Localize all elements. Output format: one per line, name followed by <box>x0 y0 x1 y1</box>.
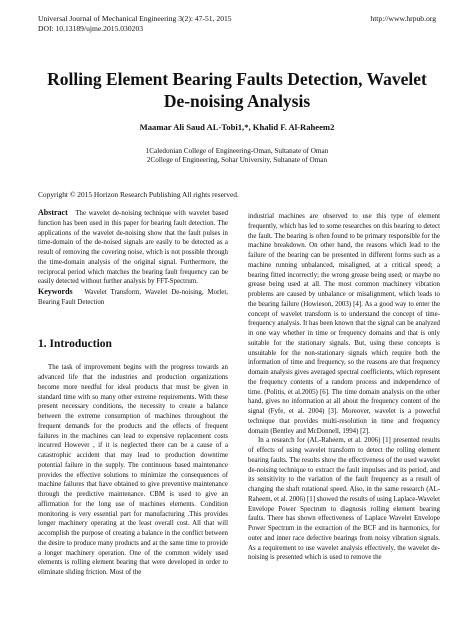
keywords-text: Wavelet Transform, Wavelet De-noising, Morlet, Bearing Fault Detection <box>38 289 229 306</box>
abstract <box>38 208 228 287</box>
journal-name: Universal Journal of Mechanical Engineering 3(2): 47-51, 2015 <box>38 14 232 23</box>
section-heading: 1. Introduction <box>38 337 112 350</box>
journal-citation <box>38 14 232 33</box>
abstract-label: Abstract <box>38 208 68 217</box>
title-line-2: De-noising Analysis <box>163 91 311 111</box>
keywords <box>38 287 228 308</box>
intro-paragraph-1: The task of improvement begins with the progress towards an advanced life that the industries and production organizations become more needful for ideal products that must be given in standard time with so many other extreme requirements. With these present necessary conditions, the necessity to create a balance between the extreme consumption of machines throughout the frequent demands for the products and the effects of frequent failures in the machines can lead to expensive replacement costs incurred However , if it is neglected there can be a cause of a catastrophic accident that may lead to production downtime potential failure in the supply. The continuous based maintenance provides the effective solutions to minimize the consequences of machine failures that have obtained to give preventive maintenance through the predictive maintenance. CBM is used to give an affirmation for the long use of machines elements. Condition monitoring is very essential part for manufacturing .This provides longer machinery operating at the least overall cost. All that will accomplish the purpose of creating a balance in the conflict between the desire to produce many products and at the same time to provide a longer machinery operation. One of the common widely used elements is rolling element bearing that were developed in order to eliminate sliding friction. Most of the <box>38 364 228 576</box>
affiliation-1: 1Caledonian College of Engineering-Oman, Sultanate of Oman <box>145 147 329 155</box>
right-column <box>248 212 440 563</box>
title-line-1: Rolling Element Bearing Faults Detection, Wavelet <box>47 69 427 89</box>
abstract-text: The wavelet de-noising technique with wavelet based function has been used in this paper for bearing fault detection. The applications of the wavelet de-noising show that the fault pulses in time-domain of the de-noised signals are easily to be detected as a result of removing the covering noise, which is not possible through the time-domain analysis of the original signal. Furthermore, the reciprocal period which matches the bearing fault frequency can be easily detected without further analysis by FFT-Spectrum. <box>38 210 228 286</box>
left-column <box>38 208 228 578</box>
paper-title <box>20 68 454 112</box>
affiliations <box>0 147 474 166</box>
doi: DOI: 10.13189/ujme.2015.030203 <box>38 23 144 33</box>
keywords-label: Keywords <box>38 287 73 296</box>
authors: Maamar Ali Saud AL-Tobi1,*, Khalid F. Al-Raheem2 <box>139 122 335 132</box>
affiliation-2: 2College of Engineering, Sohar University, Sultanate of Oman <box>146 156 328 165</box>
intro-paragraph-continued: industrial machines are observed to use this type of element frequently, which has led to some researches on this bearing to detect the fault. The bearing is often found to be primary responsible for the machine breakdown. On other hand, the reasons which lead to the failure of the bearing can be presented in different forms such as a machine running unbalanced, misaligned, at a critical speed; a bearing fitted incorrectly; the wrong grease being used; or maybe no grease being used at all. The most common machinery vibration problems are caused by unbalance or misalignment, which leads to the bearing failure (Howieson, 2003) [4]. As a good way to enter the concept of wavelet transform is to understand the concept of time-frequency analysis. It has been known that the signal can be analyzed in one way whether in time or frequency domains and that is only suitable for the stationary signals. But, using these concepts is unsuitable for the non-stationary signals which require both the information of time and frequency, so the reasons are that frequency domain analysis gives averaged spectral coefficients, which represent the frequency contents of a random process and independence of time. (Politis, et al.2005) [6]. The time domain analysis on the other hand, gives no information at all about the frequency content of the signal (Fyfe, et al. 2004) [3]. Moreover, wavelet is a powerful technique that provides multi-resolution in time and frequency domain (Bentley and McDonnell, 1994) [2]. <box>248 213 440 435</box>
intro-paragraph-2: In a research for (AL-Raheem, et al. 2006) [1] presented results of effects of using wavelet transform to detect the rolling element bearing faults. The results show the effectiveness of the used wavelet de-noising technique to extract the fault impulses and its period, and its sensitivity to the variation of the fault frequency as a result of changing the shaft rotational speed. Also, in the same research (AL-Raheem, et al. 2006) [1] showed the results of using Laplace-Wavelet Envelope Power Spectrum to diagnosis rolling element bearing faults. There has shown effectiveness of Laplace Wavelet Envelope Power Spectrum in the extraction of the BCF and its harmonics, for outer and inner race defective bearings from noisy vibration signals. As a requirement to use wavelet analysis effectively, the wavelet de-noising is presented which is used to remove the <box>248 437 440 562</box>
copyright-notice: Copyright © 2015 Horizon Research Publishing All rights reserved. <box>38 190 239 199</box>
journal-url[interactable]: http://www.hrpub.org <box>370 14 436 23</box>
